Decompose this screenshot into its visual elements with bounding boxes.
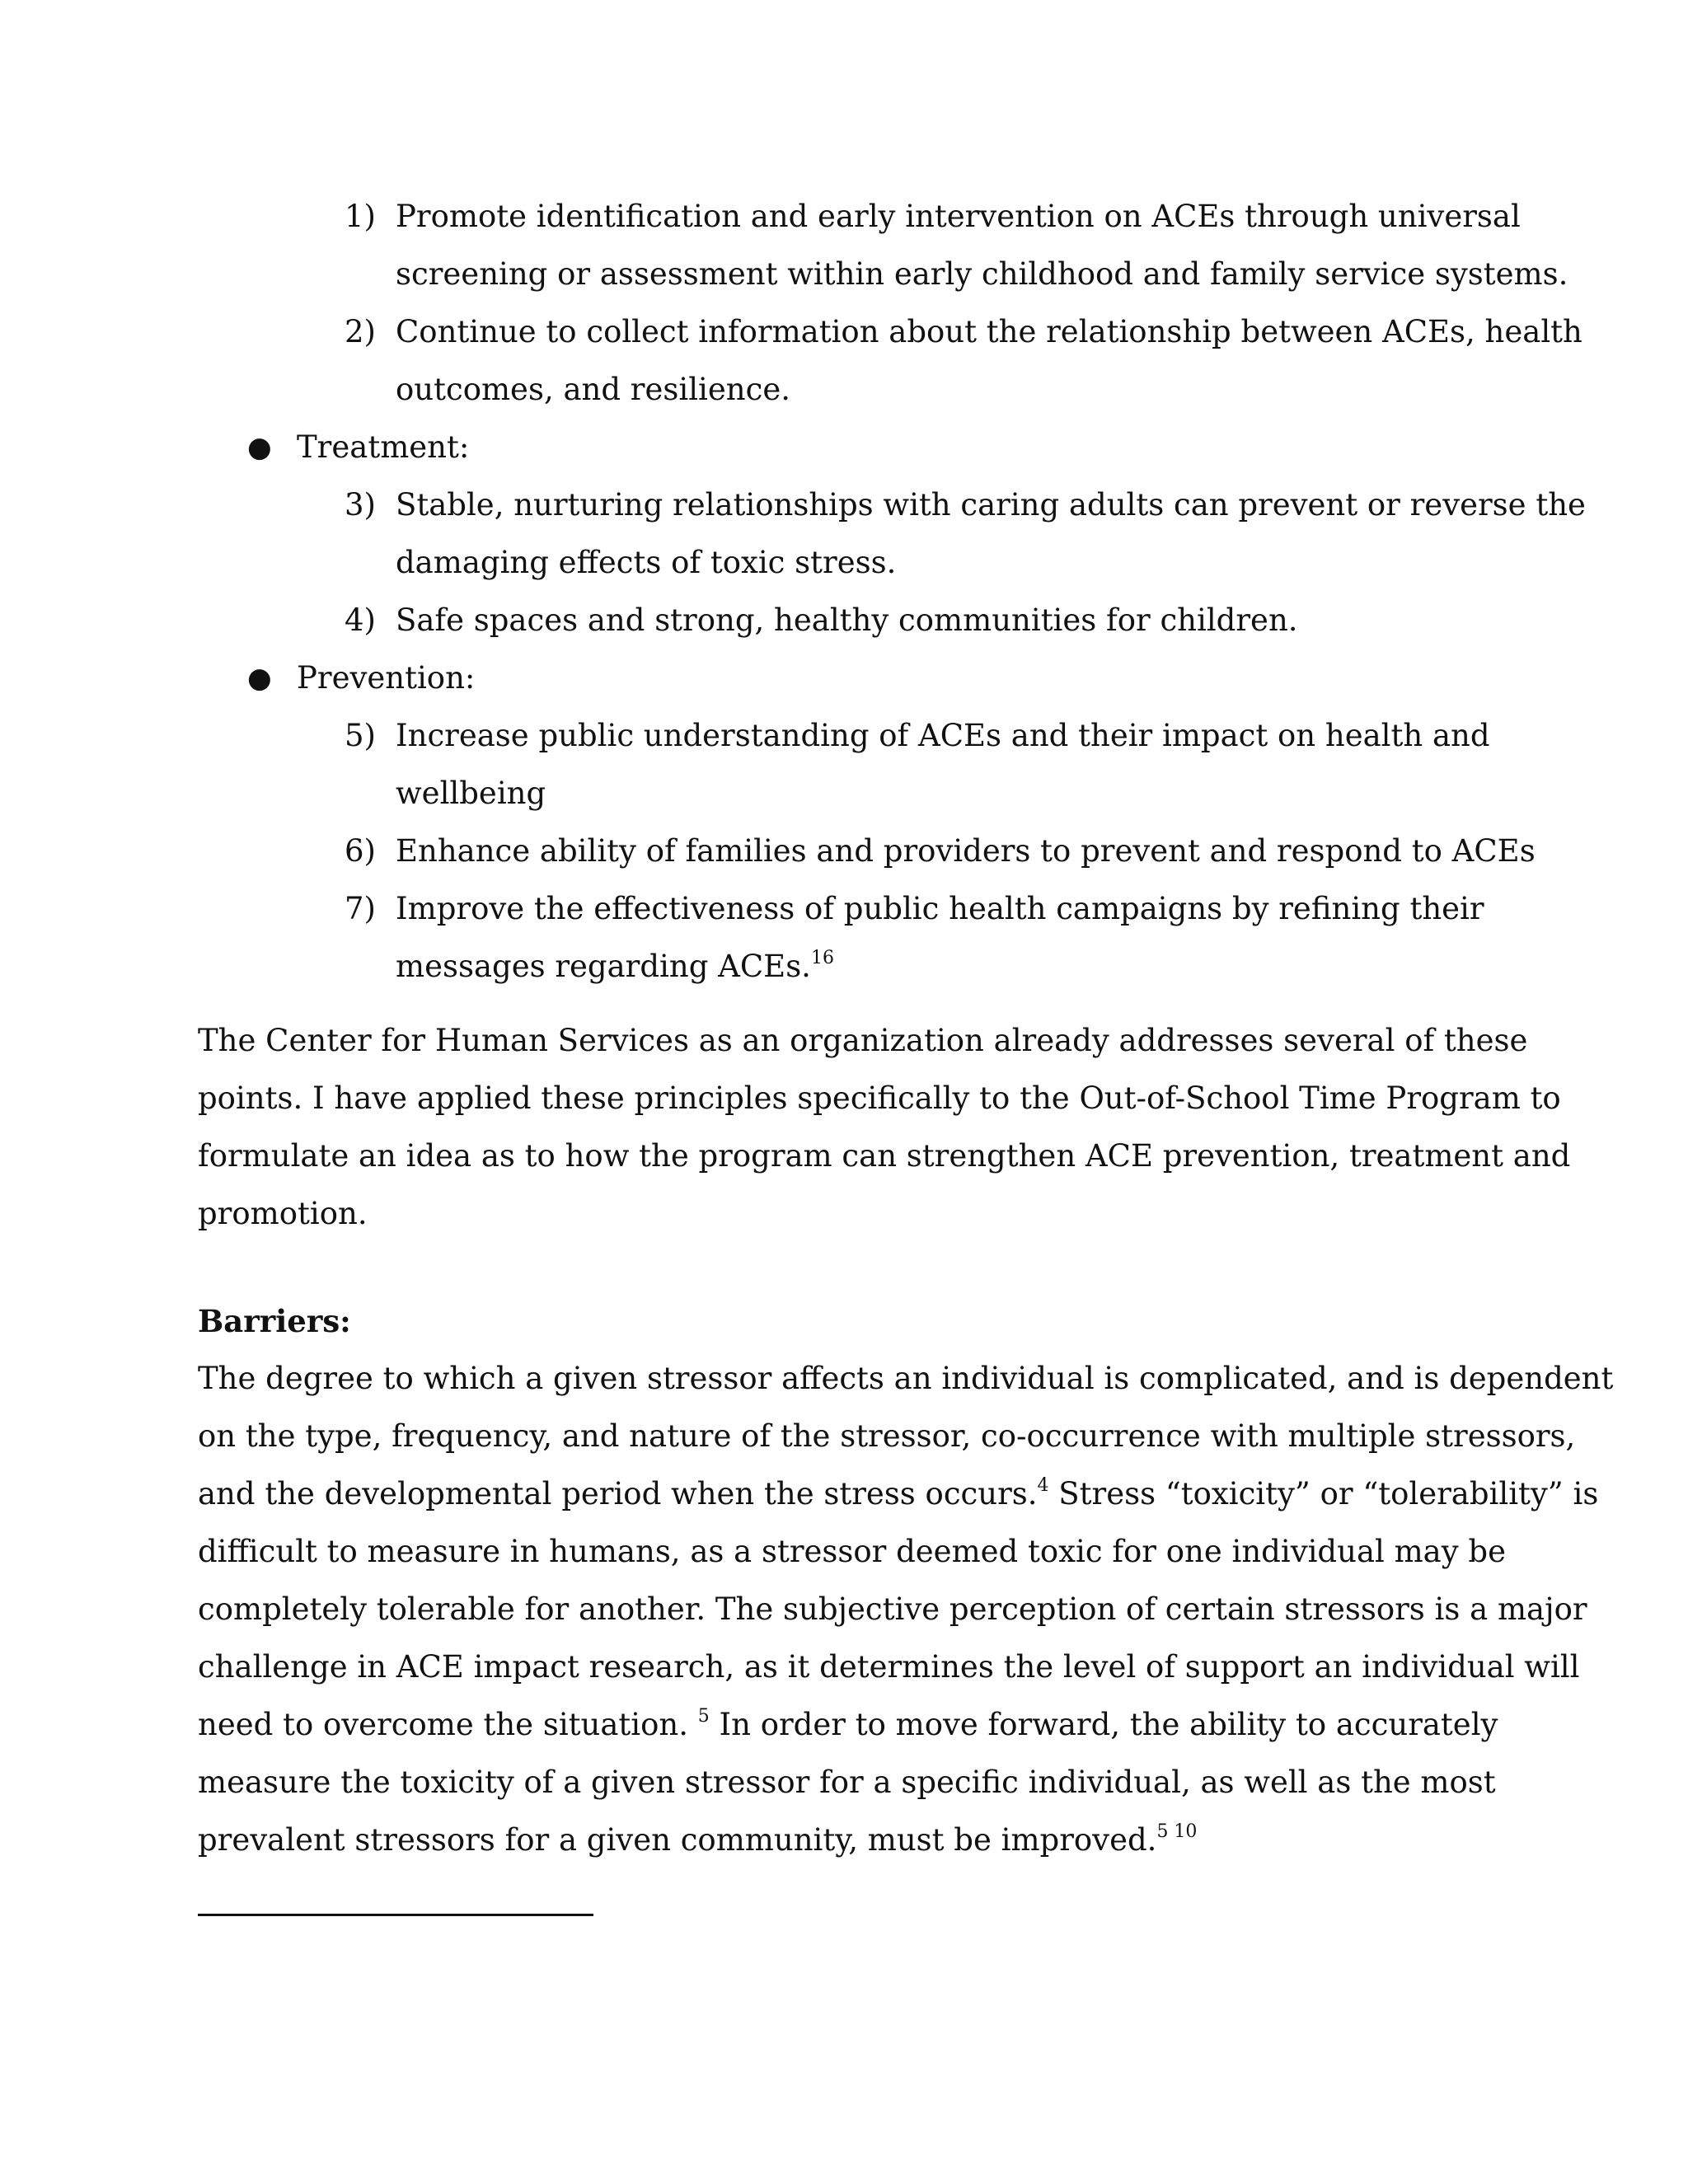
- paragraph-line: measure the toxicity of a given stressor for a specific individual, as well as the most: [198, 1765, 1496, 1800]
- list-number: 5): [345, 718, 376, 753]
- list-item-line: Stable, nurturing relationships with caring adults can prevent or reverse the: [396, 487, 1586, 523]
- footnote-separator: [198, 1914, 593, 1916]
- footnote-ref: 16: [810, 948, 834, 968]
- bullet-icon: ●: [247, 662, 272, 695]
- paragraph-line: points. I have applied these principles specifically to the Out-of-School Time Program to: [198, 1080, 1561, 1116]
- list-number: 2): [345, 314, 376, 349]
- bullet-label: Prevention:: [297, 660, 476, 696]
- list-item: [0, 880, 1688, 996]
- list-item-line: outcomes, and resilience.: [396, 372, 790, 407]
- list-number: 7): [345, 891, 376, 926]
- paragraph-line: difficult to measure in humans, as a stressor deemed toxic for one individual may be: [198, 1534, 1506, 1569]
- bullet-icon: ●: [247, 431, 272, 464]
- footnote-ref: 5 10: [1156, 1821, 1198, 1842]
- paragraph-line: formulate an idea as to how the program can strengthen ACE prevention, treatment and: [198, 1138, 1571, 1174]
- paragraph-line: The degree to which a given stressor affects an individual is complicated, and is dependent: [198, 1361, 1614, 1396]
- paragraph-text: and the developmental period when the stress occurs.: [198, 1476, 1038, 1511]
- paragraph-line: challenge in ACE impact research, as it determines the level of support an individual will: [198, 1649, 1580, 1685]
- list-item: [0, 476, 1688, 592]
- list-item-line: damaging effects of toxic stress.: [396, 545, 897, 580]
- list-item-line: Continue to collect information about the relationship between ACEs, health: [396, 314, 1582, 349]
- bullet-treatment: [0, 419, 1688, 476]
- list-item: [0, 823, 1688, 880]
- list-item: [0, 707, 1688, 823]
- aces-strategy-list: [0, 188, 1688, 996]
- list-item: [0, 188, 1688, 303]
- barriers-heading: Barriers:: [198, 1303, 351, 1339]
- list-item-line: [396, 938, 1688, 996]
- paragraph-text: Stress “toxicity” or “tolerability” is: [1048, 1476, 1599, 1511]
- paragraph-line: on the type, frequency, and nature of the stressor, co-occurrence with multiple stressors,: [198, 1418, 1576, 1454]
- paragraph-line: [198, 1696, 1517, 1754]
- list-item-line: screening or assessment within early childhood and family service systems.: [396, 256, 1568, 292]
- list-item-line: Promote identification and early intervention on ACEs through universal: [396, 199, 1521, 234]
- list-item: [0, 592, 1688, 649]
- list-number: 3): [345, 487, 376, 523]
- bullet-prevention: [0, 649, 1688, 707]
- list-number: 1): [345, 199, 376, 234]
- paragraph-line: [198, 1465, 1599, 1523]
- list-item-line: Increase public understanding of ACEs and their impact on health and: [396, 718, 1490, 753]
- intro-paragraph: [198, 1012, 1571, 1243]
- paragraph-text: In order to move forward, the ability to accurately: [709, 1707, 1498, 1742]
- list-item-text: messages regarding ACEs.: [396, 949, 811, 984]
- footnote-ref: 5: [697, 1706, 710, 1727]
- list-item-line: wellbeing: [396, 776, 546, 811]
- paragraph-line: promotion.: [198, 1196, 368, 1231]
- list-item-line: Enhance ability of families and providers to prevent and respond to ACEs: [396, 833, 1536, 869]
- paragraph-text: need to overcome the situation.: [198, 1707, 698, 1742]
- bullet-label: Treatment:: [297, 429, 470, 465]
- list-number: 6): [345, 833, 376, 869]
- paragraph-line: The Center for Human Services as an organization already addresses several of these: [198, 1023, 1528, 1058]
- barriers-paragraph: [198, 1350, 1614, 1869]
- list-number: 4): [345, 602, 376, 638]
- list-item-line: Safe spaces and strong, healthy communities for children.: [396, 602, 1298, 638]
- paragraph-text: prevalent stressors for a given community, must be improved.: [198, 1822, 1157, 1858]
- list-item-line: Improve the effectiveness of public health campaigns by refining their: [396, 891, 1484, 926]
- paragraph-line: [198, 1811, 1517, 1869]
- footnote-ref: 4: [1037, 1475, 1049, 1496]
- list-item: [0, 303, 1688, 419]
- paragraph-line: completely tolerable for another. The subjective perception of certain stressors is a major: [198, 1591, 1587, 1627]
